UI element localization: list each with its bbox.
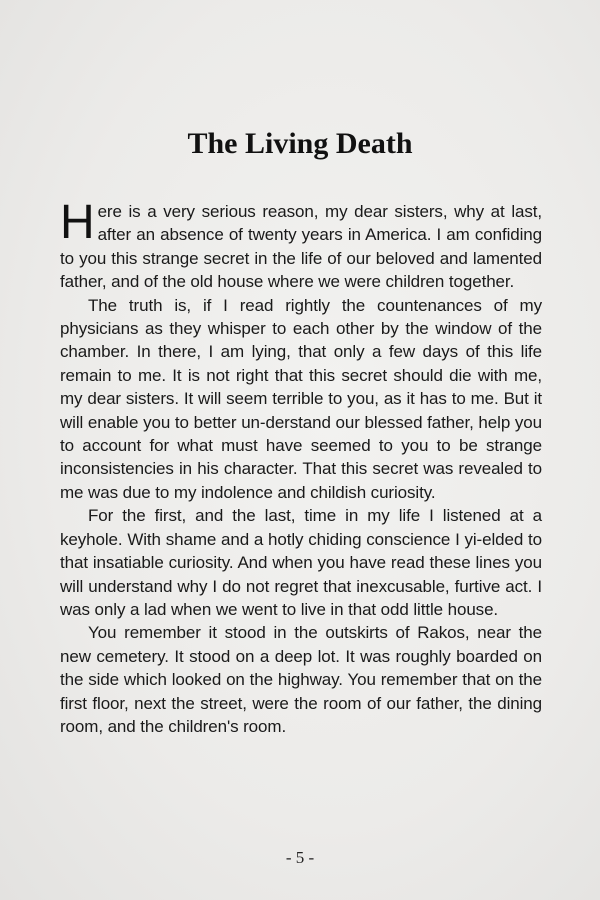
paragraph-1 xyxy=(60,196,542,294)
paragraph-2: The truth is, if I read rightly the countenances of my physicians as they whisper to each other by the window of the chamber. In there, I am lying, that only a few days of this life remain to me. It is not right that this secret should die with me, my dear sisters. It will seem terrible to you, as it has to me. But it will enable you to better un-derstand our blessed father, help you to account for what must have seemed to you to be strange inconsistencies in his character. That this secret was revealed to me was due to my indolence and childish curiosity. xyxy=(60,295,542,502)
paragraph-1-text: ere is a very serious reason, my dear sisters, why at last, after an absence of twenty years in America. I am confiding to you this strange secret in the life of our beloved and lamented father, and of the old house where we were children together. xyxy=(60,202,542,292)
chapter-body xyxy=(60,196,542,738)
drop-cap: H xyxy=(60,196,95,249)
paragraph-4: You remember it stood in the outskirts of Rakos, near the new cemetery. It stood on a deep lot. It was roughly boarded on the side which looked on the highway. You remember that on the first floor, next the street, were the room of our father, the dining room, and the children's room. xyxy=(60,623,542,736)
chapter-title: The Living Death xyxy=(187,127,413,160)
paragraph-3: For the first, and the last, time in my life I listened at a keyhole. With shame and a hotly chiding conscience I yi-elded to that insatiable curiosity. And when you have read these lines you will understand why I do not regret that inexcusable, furtive act. I was only a lad when we went to live in that odd little house. xyxy=(60,506,542,619)
page-number: - 5 - xyxy=(285,848,315,867)
